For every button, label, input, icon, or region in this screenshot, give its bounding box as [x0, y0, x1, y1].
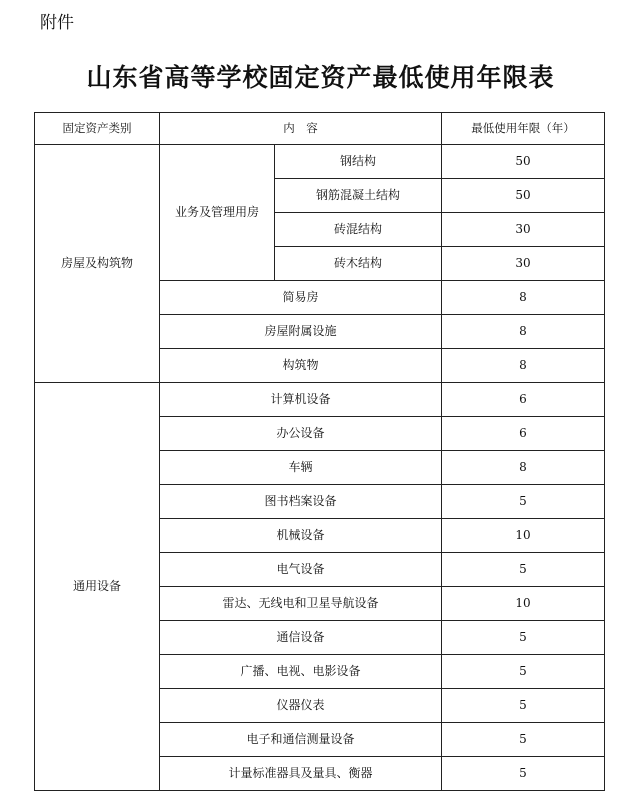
- content-cell: 钢筋混凝土结构: [275, 179, 442, 213]
- content-cell: 房屋附属设施: [160, 315, 442, 349]
- years-cell: 5: [442, 553, 605, 587]
- content-cell: 通信设备: [160, 621, 442, 655]
- header-category: 固定资产类别: [35, 113, 160, 145]
- years-cell: 5: [442, 485, 605, 519]
- years-cell: 6: [442, 417, 605, 451]
- content-cell: 构筑物: [160, 349, 442, 383]
- document-title: 山东省高等学校固定资产最低使用年限表: [86, 63, 555, 92]
- content-cell: 机械设备: [160, 519, 442, 553]
- years-cell: 8: [442, 349, 605, 383]
- content-cell: 钢结构: [275, 145, 442, 179]
- years-cell: 10: [442, 519, 605, 553]
- years-cell: 8: [442, 315, 605, 349]
- years-cell: 6: [442, 383, 605, 417]
- category-cell: 房屋及构筑物: [35, 145, 160, 383]
- content-cell: 仪器仪表: [160, 689, 442, 723]
- years-cell: 5: [442, 655, 605, 689]
- content-cell: 简易房: [160, 281, 442, 315]
- content-cell: 砖混结构: [275, 213, 442, 247]
- years-cell: 8: [442, 281, 605, 315]
- years-cell: 30: [442, 213, 605, 247]
- content-cell: 雷达、无线电和卫星导航设备: [160, 587, 442, 621]
- content-cell: 广播、电视、电影设备: [160, 655, 442, 689]
- years-cell: 30: [442, 247, 605, 281]
- content-cell: 砖木结构: [275, 247, 442, 281]
- content-cell: 电子和通信测量设备: [160, 723, 442, 757]
- content-cell: 图书档案设备: [160, 485, 442, 519]
- category-cell: 通用设备: [35, 383, 160, 791]
- years-cell: 5: [442, 757, 605, 791]
- content-cell: 计量标准器具及量具、衡器: [160, 757, 442, 791]
- table-row: [35, 145, 605, 179]
- content-cell: 计算机设备: [160, 383, 442, 417]
- header-content: 内 容: [160, 113, 442, 145]
- asset-lifespan-table: [34, 112, 605, 791]
- years-cell: 8: [442, 451, 605, 485]
- years-cell: 5: [442, 621, 605, 655]
- header-years: 最低使用年限（年）: [442, 113, 605, 145]
- subgroup-cell: 业务及管理用房: [160, 145, 275, 281]
- years-cell: 10: [442, 587, 605, 621]
- content-cell: 车辆: [160, 451, 442, 485]
- years-cell: 5: [442, 689, 605, 723]
- table-header-row: [35, 113, 605, 145]
- content-cell: 电气设备: [160, 553, 442, 587]
- table-row: [35, 383, 605, 417]
- years-cell: 5: [442, 723, 605, 757]
- years-cell: 50: [442, 145, 605, 179]
- years-cell: 50: [442, 179, 605, 213]
- content-cell: 办公设备: [160, 417, 442, 451]
- attachment-label: 附件: [40, 13, 74, 33]
